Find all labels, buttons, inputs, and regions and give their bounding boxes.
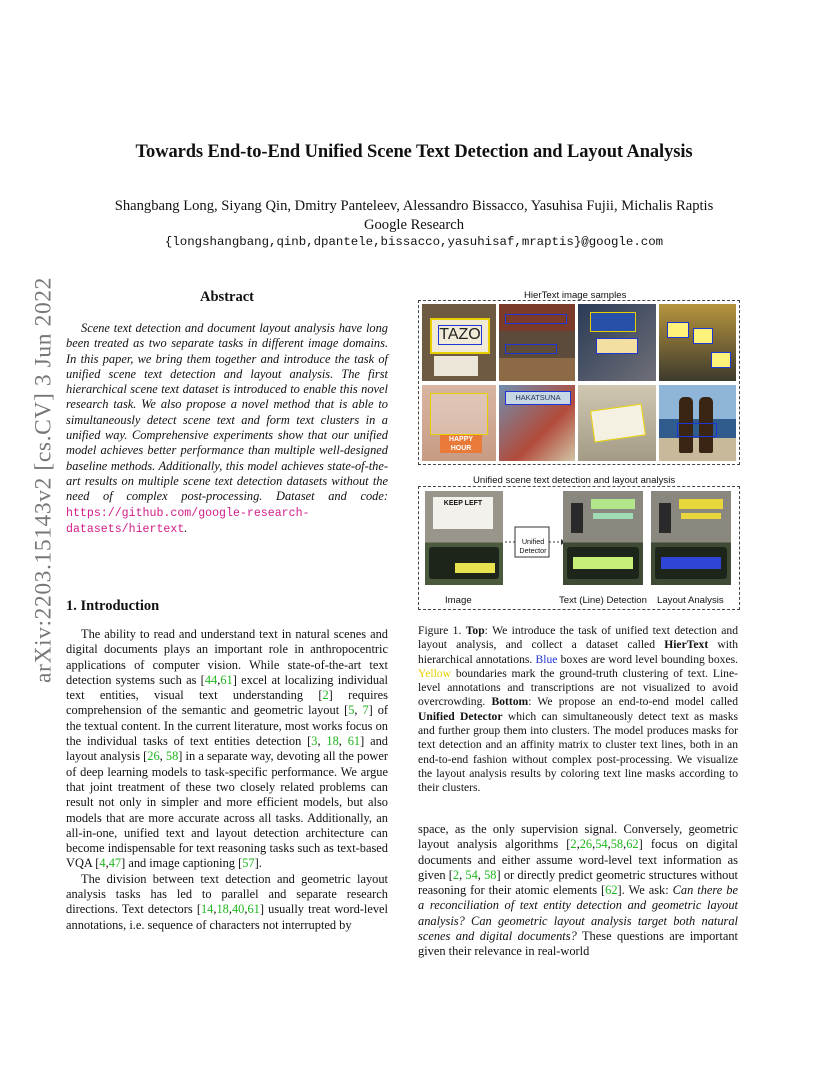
citation-link[interactable]: 54 xyxy=(595,837,608,852)
caption-text: boundaries mark the ground-truth clustering of text. Line-level annotations and transcriptions are not visualized to avoid overcrowding. xyxy=(418,666,738,709)
caption-bold: HierText xyxy=(664,638,709,652)
unified-detection-panel xyxy=(418,486,740,610)
line-mask xyxy=(573,557,633,569)
citation-link[interactable]: 18 xyxy=(216,902,229,917)
text-run: , xyxy=(607,837,611,852)
text-run: , xyxy=(338,734,348,749)
sample-word: HAPPY HOUR xyxy=(440,435,482,453)
detector-label xyxy=(516,537,550,555)
text-run: space, as the only supervision signal. Conversely, geometric layout analysis algorithms [ xyxy=(418,822,738,852)
plaque xyxy=(590,404,646,443)
text-run: , xyxy=(623,837,627,852)
text-line-detection-image xyxy=(563,491,643,585)
sample-image xyxy=(499,304,575,381)
figure-bottom-label: Unified scene text detection and layout analysis xyxy=(473,475,676,486)
citation-link[interactable]: 26 xyxy=(147,749,160,764)
word-box xyxy=(505,314,567,324)
caption-text: boxes are word level bounding boxes. xyxy=(557,652,739,666)
text-run: , xyxy=(592,837,596,852)
text-run: , xyxy=(105,856,109,871)
text-run: , xyxy=(477,867,485,882)
figure-caption xyxy=(418,624,738,796)
intro-paragraph-2 xyxy=(66,872,388,933)
abstract-end: . xyxy=(184,520,188,535)
text-line-detection-label: Text (Line) Detection xyxy=(559,595,647,606)
citation-link[interactable]: 58 xyxy=(484,867,497,882)
input-image xyxy=(425,491,503,585)
abstract-body xyxy=(66,321,388,537)
text-run: ] and layout analysis [ xyxy=(66,734,388,764)
text-run: , xyxy=(576,837,580,852)
caption-bold: Top xyxy=(465,624,485,637)
caption-text: which can simultaneously detect text as masks and further group them into clusters. The model produces masks for text detection and an affinity matrix to cluster text lines, both in an end-to-end fashion without complex post-processing. We visualize the layout analysis results by coloring text line masks according to their clusters. xyxy=(418,709,739,795)
citation-link[interactable]: 18 xyxy=(326,734,339,749)
citation-link[interactable]: 47 xyxy=(108,856,122,871)
sample-box xyxy=(434,356,478,376)
text-run: The ability to read and understand text in natural scenes and digital documents plays an important role in anthropocentric applications of computer vision. While state-of-the-art text detection systems such as [ xyxy=(66,627,388,687)
citation-link[interactable]: 57 xyxy=(242,856,255,871)
dataset-link[interactable]: https://github.com/google-research-datasets/hiertext xyxy=(66,506,310,536)
citation-link[interactable]: 54 xyxy=(465,867,478,882)
detector-label-line: Unified xyxy=(521,537,545,546)
sample-image xyxy=(422,304,496,381)
citation-link[interactable]: 58 xyxy=(610,837,624,852)
research-question: Can there be a reconciliation of text entity detection and geometric layout analysis? Can geometric layout analysis target both natural scenes and digital documents? xyxy=(418,883,738,944)
price-tag xyxy=(667,322,689,338)
citation-link[interactable]: 58 xyxy=(165,749,179,764)
caption-blue-word: Blue xyxy=(535,652,558,666)
sample-image xyxy=(422,385,496,461)
citation-link[interactable]: 3 xyxy=(311,734,318,749)
cluster-mask xyxy=(681,513,721,519)
author-emails: {longshangbang,qinb,dpantele,bissacco,yasuhisaf,mraptis}@google.com xyxy=(164,235,664,249)
text-run: , xyxy=(244,902,248,917)
citation-link[interactable]: 40 xyxy=(231,902,245,917)
sign-post xyxy=(571,503,583,533)
sample-word: KEEP LEFT xyxy=(433,497,493,529)
sample-image xyxy=(499,385,575,461)
caption-bold: Bottom xyxy=(491,695,529,709)
hiertext-samples-panel xyxy=(418,300,740,465)
citation-link[interactable]: 14 xyxy=(200,902,214,917)
text-run: ] focus on digital documents and either assume word-level text information as given [ xyxy=(418,837,739,882)
text-cluster xyxy=(430,393,488,435)
text-run: , xyxy=(317,734,327,749)
text-run: ] and image captioning [ xyxy=(121,856,243,871)
line-mask xyxy=(591,499,635,509)
text-run: ]. xyxy=(254,856,262,871)
citation-link[interactable]: 4 xyxy=(99,856,106,871)
text-run: , xyxy=(213,902,217,917)
word-box xyxy=(677,423,717,437)
citation-link[interactable]: 61 xyxy=(247,902,260,917)
text-run: , xyxy=(354,703,363,718)
citation-link[interactable]: 2 xyxy=(322,688,329,703)
sample-image xyxy=(578,304,656,381)
text-run: ] or directly predict geometric structures without reasoning for their atomic elements [ xyxy=(418,867,738,898)
citation-link[interactable]: 2 xyxy=(452,867,460,882)
layout-analysis-image xyxy=(651,491,731,585)
intro-paragraph-1 xyxy=(66,627,388,872)
image-label: Image xyxy=(445,595,472,606)
text-run: The division between text detection and geometric layout analysis tasks has led to parallel and separate research directions. Text detectors [ xyxy=(66,871,388,917)
citation-link[interactable]: 26 xyxy=(579,837,593,852)
text-run: ] of the textual content. In the current literature, most works focus on the individual tasks of text entities detection [ xyxy=(66,703,389,749)
text-run: ] requires comprehension of the semantic and geometric layout [ xyxy=(66,688,388,718)
text-run: , xyxy=(459,867,466,882)
sample-sign xyxy=(430,318,490,354)
text-run: , xyxy=(159,749,166,764)
sample-image xyxy=(578,385,656,461)
price-tag xyxy=(711,352,731,368)
citation-link[interactable]: 62 xyxy=(626,837,639,852)
cluster-mask xyxy=(679,499,723,509)
text-run: ] in a separate way, devoting all the power of deep learning models to task-specific performance. We argue that joint treatment of these two closely related problems can result not only in simpler and more efficient models, but also models that are more accurate across all tasks. Additionally, an all-in-one, unified text and layout detection architecture can become indispensable for text reasoning tasks such as text-based VQA [ xyxy=(66,749,388,871)
text-run: , xyxy=(228,902,232,917)
cluster-mask xyxy=(661,557,721,569)
sample-word: TAZO xyxy=(439,326,481,343)
detector-label-line: Detector xyxy=(519,546,547,555)
figure-top-label: HierText image samples xyxy=(524,290,627,301)
street-sign xyxy=(596,338,638,354)
caption-label: Figure 1. xyxy=(418,624,462,637)
sample-word: HAKATSUNA xyxy=(505,391,571,405)
sign-post xyxy=(659,503,671,533)
section-heading-introduction: 1. Introduction xyxy=(66,598,160,614)
line-mask xyxy=(593,513,633,519)
text-run: ] excel at localizing individual text entities, visual text understanding [ xyxy=(66,672,388,703)
citation-link[interactable]: 5 xyxy=(348,703,355,718)
word-box xyxy=(505,344,557,354)
intro-body xyxy=(66,627,388,933)
author-block xyxy=(60,197,768,235)
right-column-body xyxy=(418,822,738,960)
citation-link[interactable]: 44 xyxy=(204,672,218,687)
author-list: Shangbang Long, Siyang Qin, Dmitry Panteleev, Alessandro Bissacco, Yasuhisa Fujii, Michalis Raptis xyxy=(114,198,714,214)
sample-image xyxy=(659,385,736,461)
paper-title: Towards End-to-End Unified Scene Text Detection and Layout Analysis xyxy=(135,142,693,162)
arxiv-stamp: arXiv:2203.15143v2 [cs.CV] 3 Jun 2022 xyxy=(30,276,57,684)
sample-image xyxy=(659,304,736,381)
citation-link[interactable]: 61 xyxy=(220,672,233,687)
layout-analysis-label: Layout Analysis xyxy=(657,595,724,606)
price-tag xyxy=(693,328,713,344)
street-sign xyxy=(590,312,636,332)
text-run: , xyxy=(217,672,221,687)
display-screen xyxy=(455,563,495,573)
text-run: ]. We ask: xyxy=(617,883,673,898)
citation-link[interactable]: 7 xyxy=(362,703,369,718)
caption-text: with hierarchical annotations. xyxy=(418,638,739,666)
caption-text: : We introduce the task of unified text detection and layout analysis, and collect a dataset called xyxy=(418,624,738,652)
abstract-heading: Abstract xyxy=(200,289,254,305)
caption-yellow-word: Yellow xyxy=(418,666,451,680)
abstract-text: Scene text detection and document layout analysis have long been treated as two separate tasks in different image domains. In this paper, we bring them together and introduce the task of unified scene text detection and layout analysis. The first hierarchical scene text dataset is introduced to enable this novel research task. We also propose a novel method that is able to simultaneously detect scene text and form text clusters in a unified way. Comprehensive experiments show that our unified model achieves better performance than multiple well-designed baseline methods. Additionally, this model achieves state-of-the-art results on multiple scene text detection datasets without the need of complex post-processing. Dataset and code: xyxy=(66,321,388,504)
caption-text: : We propose an end-to-end model called xyxy=(528,695,739,709)
affiliation: Google Research xyxy=(363,217,465,233)
citation-link[interactable]: 2 xyxy=(570,837,577,852)
citation-link[interactable]: 62 xyxy=(605,883,618,898)
caption-bold: Unified Detector xyxy=(418,709,503,723)
citation-link[interactable]: 61 xyxy=(347,734,361,749)
text-run: ] usually treat word-level annotations, i.e. sequence of characters not interrupted by xyxy=(66,902,388,932)
text-run: These questions are important given their relevance in real-world xyxy=(418,929,738,959)
